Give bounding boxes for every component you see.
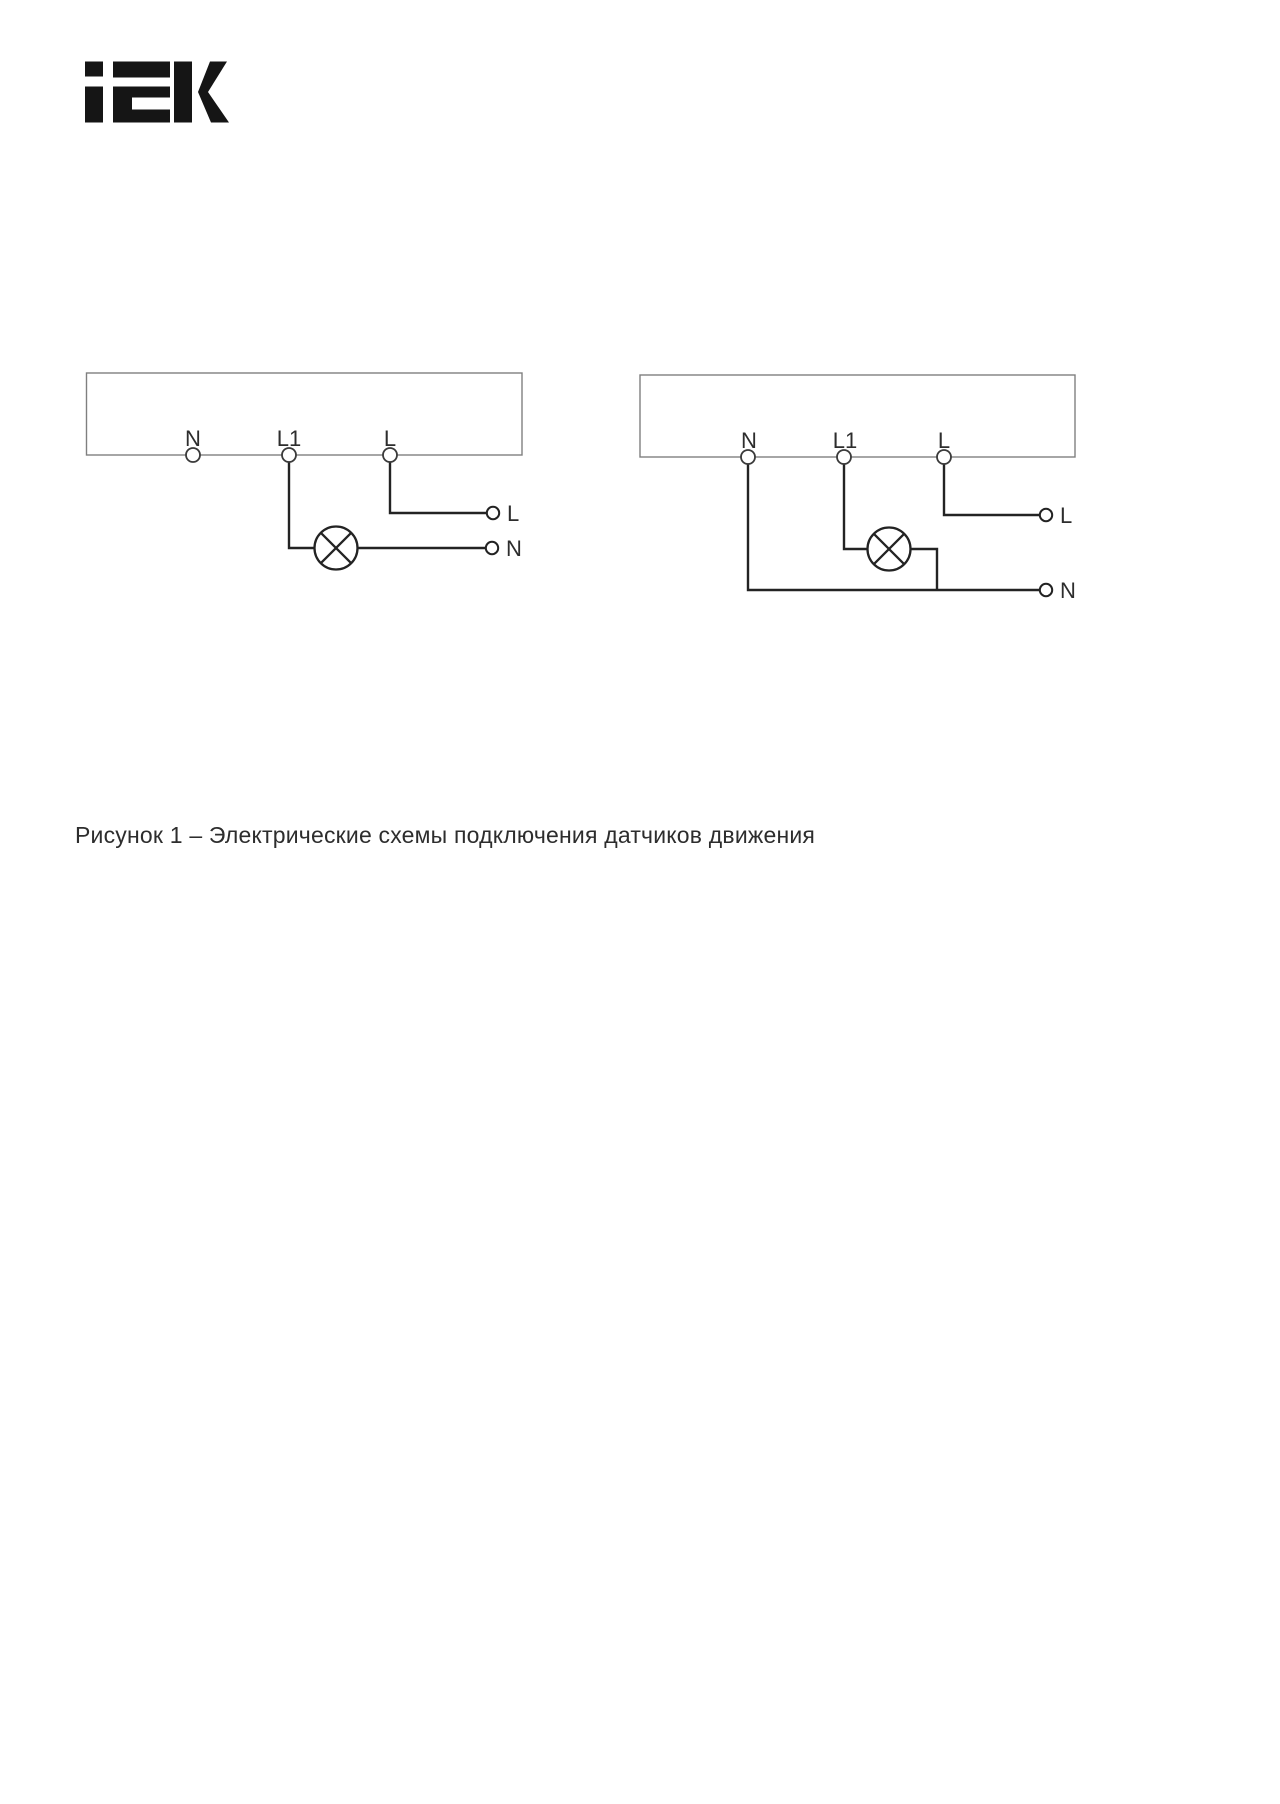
logo-letter-e-top [113,62,170,78]
wiring-diagram-left [60,360,560,600]
terminal-label-l1: L1 [276,426,302,451]
output-terminal-n [1040,584,1052,596]
wire-l-to-l-output [390,462,487,513]
logo-letter-i-dot [85,62,103,77]
iek-logo-letters [85,62,229,123]
terminal-label-n: N [185,426,201,451]
output-label-l: L [1060,503,1073,528]
wire-l1-to-lamp [289,462,315,548]
figure-caption: Рисунок 1 – Электрические схемы подключения датчиков движения [75,822,816,848]
wiring-diagram-right [620,360,1120,620]
logo-letter-e-mid [113,87,170,98]
lamp-icon [315,527,358,570]
output-label-n: N [506,536,522,561]
terminal-label-n: N [741,428,757,453]
output-terminal-l [487,507,499,519]
wire-l1-to-lamp [844,464,868,549]
iek-logo [85,61,229,123]
sensor-body-outline [640,375,1075,457]
terminal-label-l: L [383,426,397,451]
output-terminal-n [486,542,498,554]
terminal-label-l1: L1 [832,428,858,453]
output-terminal-l [1040,509,1052,521]
wire-lamp-to-n-line [911,549,938,590]
logo-letter-e-bottom [113,110,170,123]
output-label-l: L [507,501,520,526]
wire-l-to-l-output [944,464,1040,515]
logo-letter-e-stub [113,98,132,110]
logo-letter-k-upper-arm [198,62,227,93]
terminal-label-l: L [937,428,951,453]
sensor-body-outline [87,373,523,455]
output-label-n: N [1060,578,1076,603]
logo-letter-k-lower-arm [198,92,229,123]
logo-letter-k-bar [174,62,192,123]
lamp-icon [868,528,911,571]
logo-letter-i-stem [85,87,103,123]
